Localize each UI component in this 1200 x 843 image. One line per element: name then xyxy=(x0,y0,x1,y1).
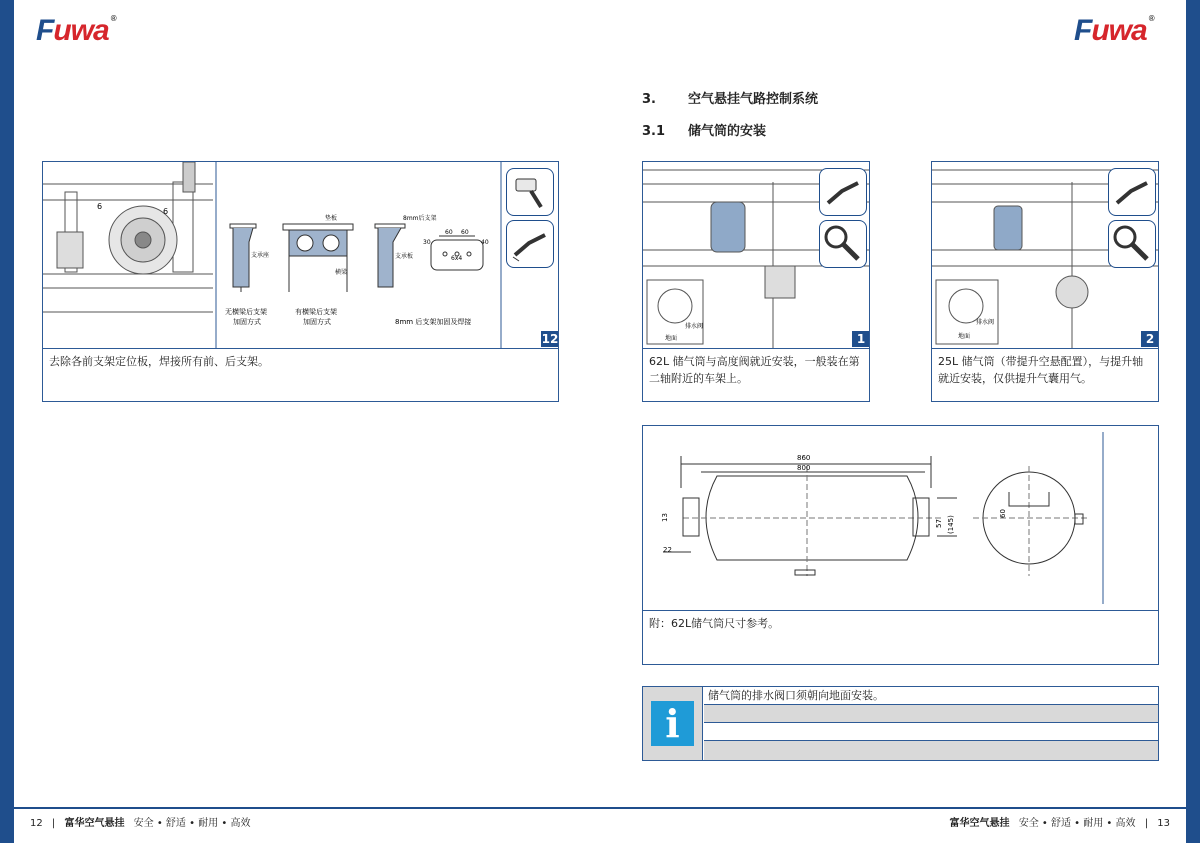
wrench-icon xyxy=(1108,220,1156,268)
caption-b-line1: 有横梁后支架 xyxy=(295,308,337,316)
figure-2-panel xyxy=(931,161,1159,402)
info-icon: i xyxy=(651,701,694,746)
dim-60-label: 60 xyxy=(999,509,1007,518)
footer-right: 富华空气悬挂 安全 • 舒适 • 耐用 • 高效 | 13 xyxy=(949,818,1170,829)
dim-60a-label: 60 xyxy=(445,229,453,236)
brand-logo-right: Fuwa ® xyxy=(1074,14,1154,47)
tank-dimension-caption: 附：62L储气筒尺寸参考。 xyxy=(643,610,1158,664)
figure-2-caption: 25L 储气筒（带提升空悬配置），与提升轴就近安装，仅供提升气囊用气。 xyxy=(932,348,1158,401)
subsection-title: 储气筒的安装 xyxy=(688,124,767,139)
dim-22-label: 22 xyxy=(663,546,672,554)
dim-13-label: 13 xyxy=(661,513,669,522)
tank-dimension-panel xyxy=(642,425,1159,665)
subsection-number: 3.1 xyxy=(642,124,666,139)
figure-number-12: 12 xyxy=(541,332,559,346)
caption-a-line2: 加固方式 xyxy=(233,318,261,326)
footer-right-slogan: 安全 • 舒适 • 耐用 • 高效 xyxy=(1018,818,1136,829)
wrench-icon xyxy=(819,220,867,268)
figure-12-caption: 去除各前支架定位板，焊接所有前、后支架。 xyxy=(43,348,558,401)
footer-left-company: 富华空气悬挂 xyxy=(64,818,125,829)
caption-b-line2: 加固方式 xyxy=(303,318,331,326)
footer-rule-left xyxy=(14,807,600,809)
label-support-seat: 支承座 xyxy=(251,252,270,259)
subsection-heading xyxy=(642,120,766,139)
right-edge-bar xyxy=(1186,0,1200,843)
section-heading xyxy=(642,88,818,107)
figure-1-ground-label: 地面 xyxy=(665,335,678,342)
figure-1-panel xyxy=(642,161,870,402)
dim-800-label: 800 xyxy=(797,464,811,472)
dim-57-label: 57 xyxy=(935,519,943,528)
dim-860-label: 860 xyxy=(797,454,811,462)
footer-left: 12 | 富华空气悬挂 安全 • 舒适 • 耐用 • 高效 xyxy=(30,818,251,829)
dim-40-label: 40 xyxy=(481,239,489,246)
info-note xyxy=(642,686,1159,761)
figure-1-caption: 62L 储气筒与高度阀就近安装，一般装在第二轴附近的车架上。 xyxy=(643,348,869,401)
section-title: 空气悬挂气路控制系统 xyxy=(688,92,819,107)
dim-145-label: (145) xyxy=(947,515,955,534)
footer-right-company: 富华空气悬挂 xyxy=(949,818,1010,829)
info-row-empty-2 xyxy=(704,723,1158,741)
brand-logo-left: Fuwa ® xyxy=(36,14,116,47)
figure-2-ground-label: 地面 xyxy=(958,333,971,340)
tank-dimension-drawing xyxy=(643,426,1159,610)
footer-right-page: 13 xyxy=(1157,818,1170,829)
footer-left-page: 12 xyxy=(30,818,43,829)
figure-12-panel xyxy=(42,161,559,402)
label-bracket-8mm: 8mm后支架 xyxy=(403,215,437,222)
hammer-icon xyxy=(506,168,554,216)
weld-6b-label: 6 xyxy=(163,207,169,216)
info-row-empty-1 xyxy=(704,705,1158,723)
dim-6x4-label: 6x4 xyxy=(451,255,463,262)
label-support-plate: 支承板 xyxy=(395,253,414,260)
caption-c: 8mm 后支架加固及焊接 xyxy=(395,318,472,326)
section-number: 3. xyxy=(642,92,656,107)
welding-torch-icon xyxy=(506,220,554,268)
footer-rule-right xyxy=(600,807,1186,809)
welding-torch-icon xyxy=(819,168,867,216)
weld-6a-label: 6 xyxy=(97,202,103,211)
figure-number-1: 1 xyxy=(852,331,870,347)
info-note-text: 储气筒的排水阀口须朝向地面安装。 xyxy=(704,687,1158,705)
info-row-empty-3 xyxy=(704,741,1158,760)
label-pad-plate: 垫板 xyxy=(325,215,338,222)
figure-2-drain-label: 排水阀 xyxy=(976,319,995,326)
dim-60b-label: 60 xyxy=(461,229,469,236)
figure-12-illustration xyxy=(43,162,559,348)
dim-30-label: 30 xyxy=(423,239,431,246)
caption-a-line1: 无横梁后支架 xyxy=(225,308,267,316)
left-edge-bar xyxy=(0,0,14,843)
welding-torch-icon xyxy=(1108,168,1156,216)
footer-left-slogan: 安全 • 舒适 • 耐用 • 高效 xyxy=(133,818,251,829)
figure-number-2: 2 xyxy=(1141,331,1159,347)
figure-1-drain-label: 排水阀 xyxy=(685,323,704,330)
info-icon-cell xyxy=(643,687,703,760)
label-crossbeam: 横梁 xyxy=(335,269,348,276)
